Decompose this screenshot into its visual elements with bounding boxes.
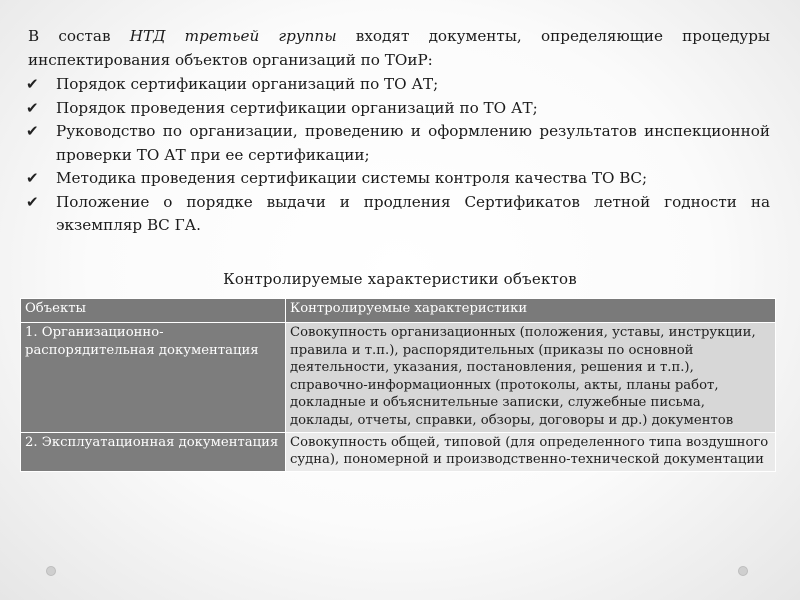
- list-item-text: Порядок проведения сертификации организаций по ТО АТ;: [56, 98, 538, 117]
- checkmark-icon: ✔: [26, 122, 39, 140]
- list-item-text: Положение о порядке выдачи и продления Сертификатов летной годности на экземпляр ВС ГА.: [56, 192, 770, 234]
- list-item-text: Порядок сертификации организаций по ТО АТ;: [56, 75, 439, 93]
- intro-italic-term: НТД третьей группы: [129, 27, 337, 45]
- checkmark-icon: ✔: [26, 75, 39, 93]
- intro-text-start: В состав: [28, 27, 130, 45]
- corner-dot-right: [738, 566, 748, 576]
- list-item: [28, 191, 770, 238]
- corner-dot-left: [46, 566, 56, 576]
- object-cell: 2. Эксплуатационная документация: [21, 432, 286, 471]
- object-cell: 1. Организационно-распорядительная документация: [21, 323, 286, 433]
- table-header-row: [21, 299, 776, 323]
- table-row: [21, 323, 776, 433]
- checkmark-icon: ✔: [26, 98, 39, 117]
- list-item: [28, 167, 770, 191]
- list-item: [28, 97, 770, 121]
- characteristics-cell: Совокупность общей, типовой (для определенного типа воздушного судна), пономерной и производственно-технической документации: [286, 432, 776, 471]
- intro-text-end: входят документы, определяющие процедуры инспектирования объектов организаций по ТОиР:: [28, 27, 770, 69]
- intro-paragraph: [28, 25, 770, 72]
- header-characteristics: Контролируемые характеристики: [286, 299, 776, 323]
- checkmark-icon: ✔: [26, 169, 39, 187]
- list-item: [28, 73, 770, 97]
- document-list: [28, 73, 770, 238]
- checkmark-icon: ✔: [26, 192, 39, 211]
- list-item: [28, 120, 770, 167]
- characteristics-cell: Совокупность организационных (положения, уставы, инструкции, правила и т.п.), распорядительных (приказы по основной деятельности, указания, постановления, решения и т.п.), справочно-информационных (протоколы, акты, планы работ, докладные и объяснительные записки, служебные письма, доклады, отчеты, справки, обзоры, договоры и др.) документов: [286, 323, 776, 433]
- list-item-text: Методика проведения сертификации системы контроля качества ТО ВС;: [56, 169, 648, 187]
- table-title: Контролируемые характеристики объектов: [223, 270, 577, 288]
- header-objects: Объекты: [21, 299, 286, 323]
- characteristics-table: [20, 298, 776, 472]
- table-row: [21, 432, 776, 471]
- list-item-text: Руководство по организации, проведению и оформлению результатов инспекционной проверки ТО АТ при ее сертификации;: [56, 122, 770, 164]
